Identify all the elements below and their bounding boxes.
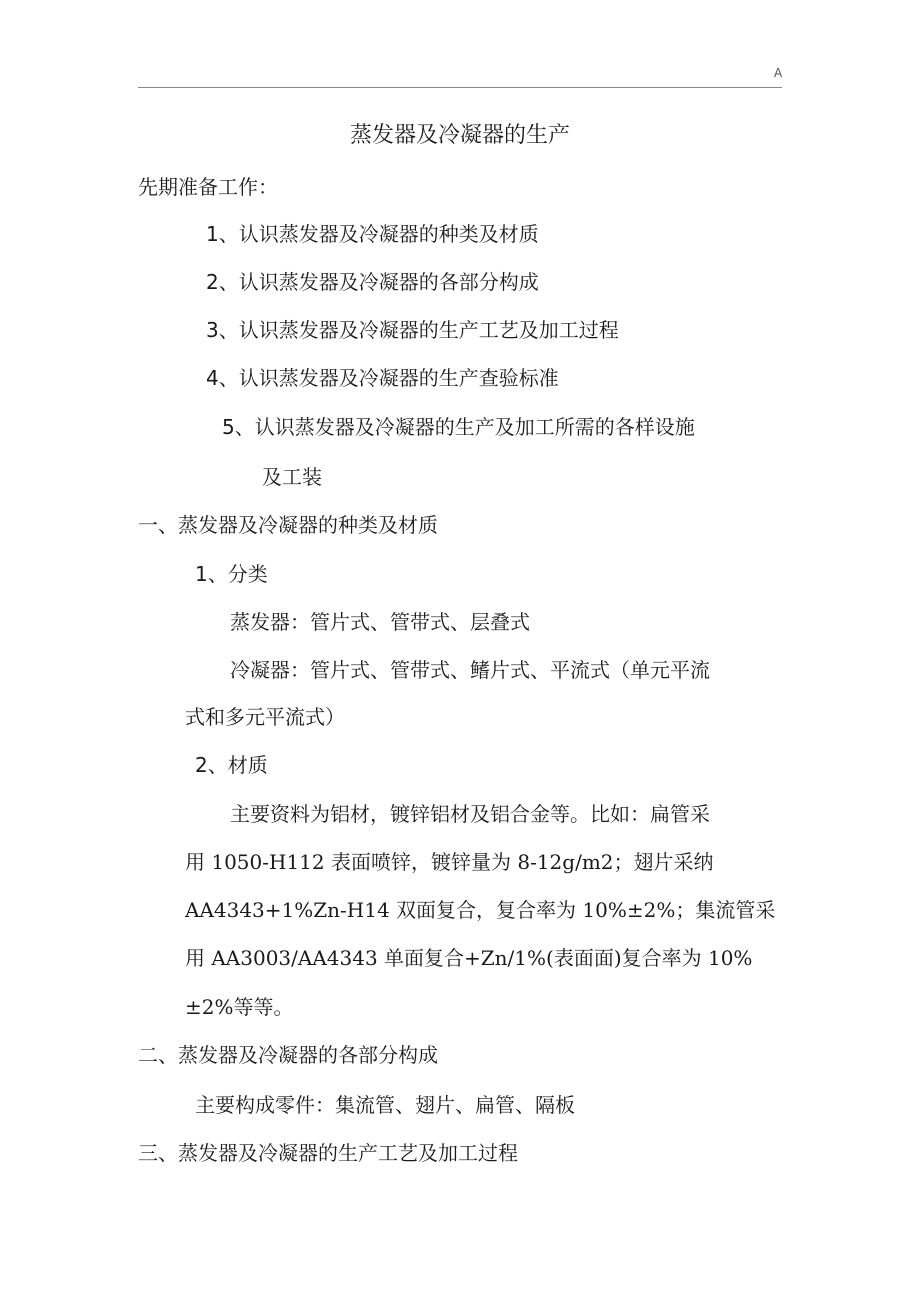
prep-item-5-continuation: 及工装: [262, 465, 322, 489]
condenser-types-line-1: 冷凝器：管片式、管带式、鳍片式、平流式（单元平流: [230, 658, 710, 682]
prep-heading: 先期准备工作：: [138, 175, 278, 199]
section-2-heading: 二、蒸发器及冷凝器的各部分构成: [138, 1043, 438, 1067]
document-title: 蒸发器及冷凝器的生产: [349, 123, 570, 148]
prep-item-2-text: 、认识蒸发器及冷凝器的各部分构成: [218, 270, 539, 294]
material-line-4: 用 AA3003/AA4343 单面复合+Zn/1%(表面面)复合率为 10%: [185, 946, 753, 970]
section-1-sub-1: [195, 560, 268, 588]
prep-item-1-text: 、认识蒸发器及冷凝器的种类及材质: [218, 222, 539, 246]
header-mark: A: [774, 66, 783, 80]
section-1-sub-1-text: 、分类: [207, 562, 268, 586]
prep-item-3-num: 3: [206, 318, 219, 342]
prep-item-5-text: 、认识蒸发器及冷凝器的生产及加工所需的各样设施: [234, 415, 695, 439]
condenser-types-line-2: 式和多元平流式）: [185, 705, 345, 729]
prep-item-5: [222, 413, 695, 441]
material-line-3: AA4343+1%Zn-H14 双面复合，复合率为 10%±2%；集流管采: [185, 898, 776, 922]
section-1-sub-2-num: 2: [195, 753, 208, 777]
prep-item-3-text: 、认识蒸发器及冷凝器的生产工艺及加工过程: [218, 318, 619, 342]
prep-item-3: [206, 316, 619, 344]
prep-item-5-num: 5: [222, 415, 235, 439]
prep-item-4-num: 4: [206, 366, 219, 390]
section-1-sub-2-text: 、材质: [207, 753, 268, 777]
material-line-5: ±2%等等。: [185, 995, 294, 1019]
prep-item-4: [206, 364, 559, 392]
material-line-1: 主要资料为铝材，镀锌铝材及铝合金等。比如：扁管采: [230, 802, 710, 826]
prep-item-2: [206, 268, 539, 296]
prep-item-4-text: 、认识蒸发器及冷凝器的生产查验标准: [218, 366, 559, 390]
section-3-heading: 三、蒸发器及冷凝器的生产工艺及加工过程: [138, 1141, 518, 1165]
prep-item-2-num: 2: [206, 270, 219, 294]
header-rule: [138, 87, 782, 88]
material-line-2: 用 1050-H112 表面喷锌，镀锌量为 8-12g/m2；翅片采纳: [185, 850, 714, 874]
section-1-sub-1-num: 1: [195, 562, 208, 586]
prep-item-1: [206, 220, 539, 248]
section-1-heading: 一、蒸发器及冷凝器的种类及材质: [138, 513, 438, 537]
section-2-parts: 主要构成零件：集流管、翅片、扁管、隔板: [195, 1093, 575, 1117]
prep-item-1-num: 1: [206, 222, 219, 246]
section-1-sub-2: [195, 751, 268, 779]
evaporator-types: 蒸发器：管片式、管带式、层叠式: [230, 610, 530, 634]
